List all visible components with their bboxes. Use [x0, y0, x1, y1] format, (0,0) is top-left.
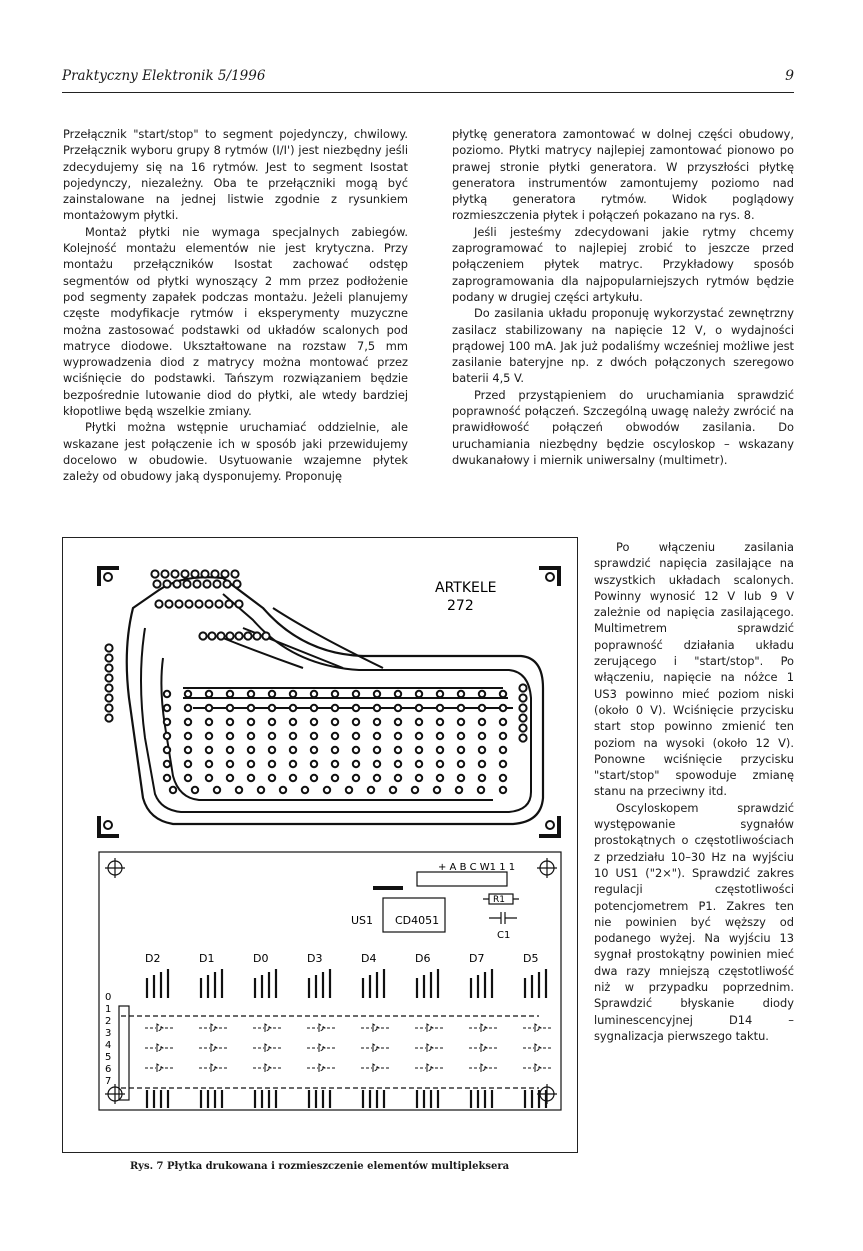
pcb-pad: [290, 719, 296, 725]
pcb-pad: [479, 705, 485, 711]
pcb-pad: [227, 691, 233, 697]
figure-7: [62, 537, 578, 1153]
pcb-pad: [437, 719, 443, 725]
diode-group-label: D2: [145, 952, 161, 965]
pcb-pad: [164, 747, 170, 753]
pcb-pad: [302, 787, 308, 793]
row-number: 7: [105, 1076, 112, 1087]
pcb-pad: [244, 632, 251, 639]
pcb-pad: [416, 775, 422, 781]
pcb-pad: [290, 733, 296, 739]
page-number: 9: [785, 68, 794, 84]
paragraph: Montaż płytki nie wymaga specjalnych zabiegów. Kolejność montażu elementów nie jest krytyczna. Przy montażu przełączników Isostat zachować odstęp segmentów od płytki wynoszący 2 mm przez podłożenie pod segmenty zapałek podczas montażu. Jeżeli planujemy częste modyfikacje rytmów i eksperymenty muzyczne można zastosować podstawki od układów scalonych pod matryce diodowe. Ukształtowane na rozstaw 7,5 mm wyprowadzenia diod z matrycy można montować przez wciśnięcie do podstawki. Tańszym rozwiązaniem będzie bezpośrednie lutowanie diod do płytki, ale wtedy bardziej kłopotliwe będą wszelkie zmiany.: [63, 224, 408, 419]
pcb-pad: [434, 787, 440, 793]
journal-title: Praktyczny Elektronik 5/1996: [62, 68, 266, 84]
pcb-pad: [332, 775, 338, 781]
pcb-pad: [205, 600, 212, 607]
pcb-pad: [479, 747, 485, 753]
pcb-pad: [346, 787, 352, 793]
pcb-pad: [395, 775, 401, 781]
pcb-pad: [416, 747, 422, 753]
pcb-pad: [155, 600, 162, 607]
pcb-pad: [458, 733, 464, 739]
pcb-pad: [311, 747, 317, 753]
pcb-pad: [233, 580, 240, 587]
pcb-pad: [206, 733, 212, 739]
pcb-pad: [163, 580, 170, 587]
row-number: 4: [105, 1040, 112, 1051]
pcb-pad: [353, 747, 359, 753]
pcb-pad: [227, 775, 233, 781]
pcb-pad: [374, 775, 380, 781]
pcb-pad: [235, 632, 242, 639]
pcb-pad: [206, 747, 212, 753]
pcb-pad: [368, 787, 374, 793]
pcb-pad: [206, 719, 212, 725]
pcb-pad: [225, 600, 232, 607]
pcb-pad: [437, 761, 443, 767]
pcb-pad: [164, 705, 170, 711]
pcb-pad: [324, 787, 330, 793]
paragraph: Płytki można wstępnie uruchamiać oddzielnie, ale wskazane jest połączenie ich w sposób jaki przewidujemy docelowo w obudowie. Usytuowanie wzajemne płytek zależy od obudowy jaką dysponujemy. Proponuję: [63, 420, 408, 484]
pcb-pad: [171, 570, 178, 577]
pcb-pad: [206, 691, 212, 697]
pcb-pad: [437, 733, 443, 739]
pcb-pad: [164, 691, 170, 697]
pcb-pad: [290, 705, 296, 711]
pcb-pad: [185, 600, 192, 607]
pcb-pad: [235, 600, 242, 607]
pcb-pad: [211, 570, 218, 577]
left-column: [63, 126, 408, 485]
diode-group-label: D5: [523, 952, 539, 965]
pcb-pad: [183, 580, 190, 587]
pcb-pad: [416, 733, 422, 739]
pcb-pad: [437, 691, 443, 697]
pcb-pad: [161, 570, 168, 577]
pcb-pad: [280, 787, 286, 793]
pcb-pad: [153, 580, 160, 587]
pcb-pad: [269, 761, 275, 767]
pcb-pad: [416, 719, 422, 725]
pcb-pad: [519, 694, 526, 701]
diode-matrix: [145, 969, 553, 1108]
pcb-pad: [191, 570, 198, 577]
pcb-pad: [185, 775, 191, 781]
pcb-pad: [311, 691, 317, 697]
row-number: 0: [105, 992, 112, 1003]
pcb-pad: [269, 747, 275, 753]
paragraph: Po włączeniu zasilania sprawdzić napięcia zasilające na wszystkich układach scalonych. Powinny wynosić 12 V lub 9 V zależnie od napięcia zasilającego. Multimetrem sprawdzić poprawność działania układu zerującego i "start/stop". Po włączeniu, napięcie na nóżce 1 US3 powinno mieć poziom niski (około 0 V). Wciśnięcie przycisku start stop powinno zmienić ten poziom na wysoki (około 12 V). Ponowne wciśnięcie przycisku "start/stop" spowoduje zmianę stanu na przeciwny itd.: [594, 540, 794, 799]
pcb-pad: [519, 724, 526, 731]
pcb-pad: [458, 747, 464, 753]
pcb-pad: [151, 570, 158, 577]
pcb-pad: [248, 719, 254, 725]
pcb-pad: [227, 705, 233, 711]
pcb-pad: [226, 632, 233, 639]
pcb-pad: [290, 761, 296, 767]
pcb-pad: [519, 684, 526, 691]
pcb-pad: [353, 775, 359, 781]
header-rule: [62, 92, 794, 93]
pcb-pad: [105, 664, 112, 671]
pcb-pad: [223, 580, 230, 587]
row-number: 5: [105, 1052, 112, 1063]
pcb-pad: [390, 787, 396, 793]
pcb-pad: [185, 705, 191, 711]
pcb-pad: [458, 691, 464, 697]
diode-group-label: D3: [307, 952, 323, 965]
paragraph: Jeśli jesteśmy zdecydowani jakie rytmy chcemy zaprogramować to najlepiej zrobić to jeszcze przed połączeniem płytek matryc. Przykładowy sposób zaprogramowania dla najpopularniejszych rytmów będzie podany w drugiej części artykułu.: [452, 224, 794, 304]
pcb-pad: [248, 705, 254, 711]
pcb-pad: [269, 733, 275, 739]
pcb-pad: [311, 733, 317, 739]
resistor-label: R1: [493, 895, 505, 905]
connector-label: + A B C W1 1 1: [438, 862, 516, 873]
pcb-pad: [353, 705, 359, 711]
pcb-pad: [458, 719, 464, 725]
pcb-pad: [311, 761, 317, 767]
pcb-pad: [458, 761, 464, 767]
pcb-pad: [215, 600, 222, 607]
pcb-pad: [479, 775, 485, 781]
pcb-pad: [456, 787, 462, 793]
pcb-pad: [185, 733, 191, 739]
pcb-pad: [269, 775, 275, 781]
pcb-pad: [185, 747, 191, 753]
pcb-pad: [500, 733, 506, 739]
pcb-pad: [395, 705, 401, 711]
pcb-pad: [208, 632, 215, 639]
pcb-pad: [332, 691, 338, 697]
pcb-pad: [217, 632, 224, 639]
pcb-pad: [227, 733, 233, 739]
row-number: 6: [105, 1064, 112, 1075]
pcb-pad: [236, 787, 242, 793]
pcb-pad: [500, 705, 506, 711]
pcb-pad: [227, 719, 233, 725]
pcb-pad: [395, 761, 401, 767]
pcb-pad: [269, 719, 275, 725]
pcb-pad: [290, 691, 296, 697]
pcb-pad: [253, 632, 260, 639]
pcb-pad: [395, 691, 401, 697]
pcb-pad: [290, 775, 296, 781]
pcb-pad: [193, 580, 200, 587]
pcb-pad: [248, 691, 254, 697]
pcb-pad: [192, 787, 198, 793]
pcb-pad: [105, 704, 112, 711]
pcb-pad: [248, 775, 254, 781]
capacitor-label: C1: [497, 930, 511, 941]
pcb-pad: [214, 787, 220, 793]
paragraph: Przed przystąpieniem do uruchamiania sprawdzić poprawność połączeń. Szczególną uwagę należy zwrócić na prawidłowość połączeń obwodów zasilania. Do uruchamiania niezbędny będzie oscyloskop – wskazany dwukanałowy i miernik uniwersalny (multimetr).: [452, 387, 794, 467]
pcb-pad: [395, 733, 401, 739]
diode-group-label: D7: [469, 952, 485, 965]
pcb-pad: [262, 632, 269, 639]
pcb-pad: [105, 694, 112, 701]
pcb-pad: [206, 761, 212, 767]
paragraph: Do zasilania układu proponuję wykorzystać zewnętrzny zasilacz stabilizowany na napięcie 12 V, o wydajności prądowej 100 mA. Jak już podaliśmy wcześniej możliwe jest zasilanie bateryjne np. z dwóch połączonych szeregowo baterii 4,5 V.: [452, 306, 794, 386]
pcb-drawing: [63, 538, 577, 1152]
pcb-pad: [353, 761, 359, 767]
pcb-pad: [227, 747, 233, 753]
pcb-pad: [105, 654, 112, 661]
pcb-label-1: ARTKELE: [435, 580, 497, 596]
pcb-pad: [164, 775, 170, 781]
diode-group-label: D4: [361, 952, 377, 965]
row-number: 2: [105, 1016, 112, 1027]
pcb-pad: [173, 580, 180, 587]
pcb-pad: [479, 691, 485, 697]
row-number: 3: [105, 1028, 112, 1039]
diode-group-label: D0: [253, 952, 269, 965]
pcb-pad: [374, 705, 380, 711]
chip-ref: US1: [351, 914, 374, 927]
pcb-pad: [269, 691, 275, 697]
pcb-pad: [519, 734, 526, 741]
pcb-pad: [374, 691, 380, 697]
pcb-pad: [105, 674, 112, 681]
pcb-pad: [311, 775, 317, 781]
paragraph: Oscyloskopem sprawdzić występowanie sygnałów prostokątnych o częstotliwościach z przedziału 10–30 Hz na wyjściu 10 US1 ("2×"). Sprawdzić zakres regulacji częstotliwości potencjometrem P1. Zakres ten nie powinien być węższy od podanego wyżej. Na wyjściu 13 sygnał prostokątny powinien mieć dwa razy mniejszą częstotliwość niż w przypadku poprzednim. Sprawdzić błyskanie diody luminescencyjnej D14 – sygnalizacja pierwszego taktu.: [594, 800, 794, 1043]
row-number: 1: [105, 1004, 112, 1015]
pcb-pad: [374, 719, 380, 725]
pcb-pad: [248, 747, 254, 753]
pcb-pad: [416, 691, 422, 697]
pcb-pad: [395, 747, 401, 753]
pcb-pad: [332, 733, 338, 739]
pcb-pad: [185, 761, 191, 767]
pcb-pad: [269, 705, 275, 711]
pcb-pad: [332, 747, 338, 753]
pcb-pad: [105, 714, 112, 721]
page-header: [62, 68, 794, 90]
pcb-pad: [248, 761, 254, 767]
pcb-pad: [478, 787, 484, 793]
pcb-pad: [374, 761, 380, 767]
pcb-pad: [416, 705, 422, 711]
pcb-pad: [290, 747, 296, 753]
pcb-pad: [311, 719, 317, 725]
pcb-pad: [206, 705, 212, 711]
pcb-pad: [170, 787, 176, 793]
pcb-pad: [164, 733, 170, 739]
pcb-pad: [332, 761, 338, 767]
pcb-pad: [374, 747, 380, 753]
pcb-pad: [195, 600, 202, 607]
chip-name: CD4051: [395, 914, 440, 927]
pcb-pad: [199, 632, 206, 639]
pcb-pad: [500, 691, 506, 697]
pcb-pad: [231, 570, 238, 577]
pcb-pad: [105, 644, 112, 651]
pcb-pad: [206, 775, 212, 781]
pcb-pad: [165, 600, 172, 607]
pcb-pad: [353, 719, 359, 725]
pcb-pad: [353, 733, 359, 739]
pcb-pad: [437, 747, 443, 753]
pcb-pad: [185, 719, 191, 725]
figure-caption: Rys. 7 Płytka drukowana i rozmieszczenie elementów multipleksera: [130, 1161, 510, 1172]
pcb-pad: [458, 775, 464, 781]
pcb-pad: [437, 775, 443, 781]
pcb-pad: [500, 747, 506, 753]
pcb-pad: [519, 714, 526, 721]
diode-group-label: D1: [199, 952, 215, 965]
pcb-pad: [201, 570, 208, 577]
pcb-pad: [332, 719, 338, 725]
pcb-pad: [258, 787, 264, 793]
pcb-pad: [332, 705, 338, 711]
pcb-pad: [175, 600, 182, 607]
pcb-pad: [500, 761, 506, 767]
pcb-pad: [458, 705, 464, 711]
pcb-pad: [227, 761, 233, 767]
pcb-pad: [221, 570, 228, 577]
pcb-pad: [248, 733, 254, 739]
pcb-pad: [500, 719, 506, 725]
pcb-pad: [353, 691, 359, 697]
pcb-pad: [479, 761, 485, 767]
side-column: [594, 539, 794, 1044]
pcb-pad: [374, 733, 380, 739]
pcb-pad: [479, 733, 485, 739]
pcb-pad: [213, 580, 220, 587]
diode-group-label: D6: [415, 952, 431, 965]
pcb-pad: [500, 775, 506, 781]
pcb-pad: [181, 570, 188, 577]
pcb-pad: [412, 787, 418, 793]
right-column: [452, 126, 794, 468]
pcb-pad: [395, 719, 401, 725]
pcb-pad: [311, 705, 317, 711]
pcb-pad: [185, 691, 191, 697]
paragraph: Przełącznik "start/stop" to segment pojedynczy, chwilowy. Przełącznik wyboru grupy 8 rytmów (I/I') jest niezbędny jeśli zdecydujemy się na 16 rytmów. Jest to segment Isostat pojedynczy, niezależny. Oba te przełączniki mogą być zainstalowane na jednej listwie zgodnie z rysunkiem montażowym płytki.: [63, 127, 408, 223]
pcb-pad: [164, 761, 170, 767]
pcb-pad: [437, 705, 443, 711]
pcb-pad: [105, 684, 112, 691]
pcb-pad: [203, 580, 210, 587]
pcb-pad: [479, 719, 485, 725]
paragraph: płytkę generatora zamontować w dolnej części obudowy, poziomo. Płytki matrycy najlepiej zamontować pionowo po prawej stronie płytki generatora. W przyszłości płytkę generatora instrumentów zamontujemy poziomo nad płytką generatora rytmów. Widok poglądowy rozmieszczenia płytek i połączeń pokazano na rys. 8.: [452, 127, 794, 223]
pcb-pad: [500, 787, 506, 793]
pcb-label-2: 272: [447, 598, 474, 614]
pcb-pad: [416, 761, 422, 767]
pcb-pad: [164, 719, 170, 725]
pcb-pad: [519, 704, 526, 711]
